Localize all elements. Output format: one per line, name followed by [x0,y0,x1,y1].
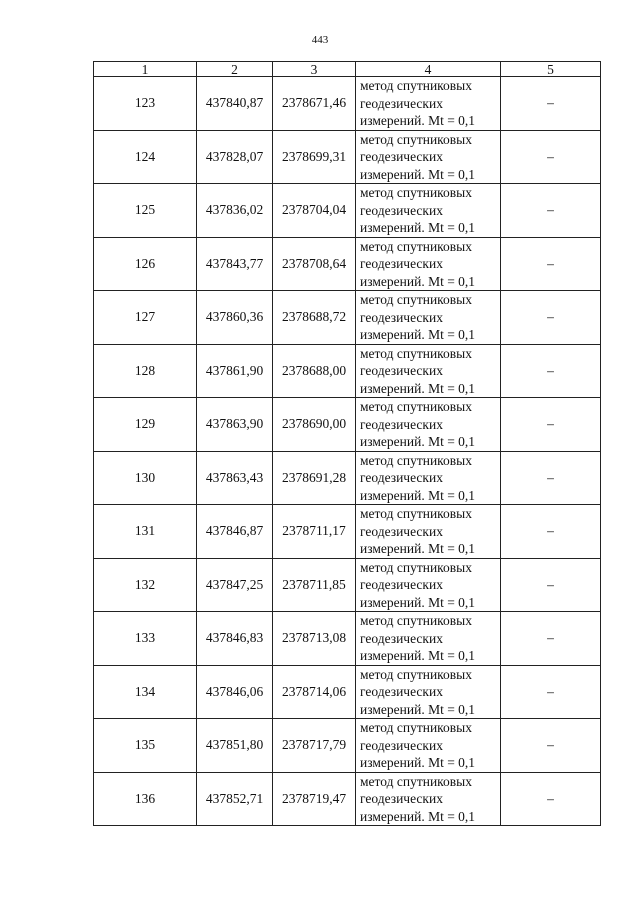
y-coordinate-cell: 2378708,64 [273,237,356,291]
note-cell: – [501,344,601,398]
method-line: измерений. Mt = 0,1 [360,273,476,289]
method-line: метод спутниковых [360,292,472,307]
method-line: геодезических [360,470,443,485]
note-cell: – [501,612,601,666]
y-coordinate-cell: 2378713,08 [273,612,356,666]
table-row [94,291,601,345]
x-coordinate-cell: 437863,43 [197,451,273,505]
table-row [94,344,601,398]
method-line: измерений. Mt = 0,1 [360,487,476,503]
method-line: измерений. Mt = 0,1 [360,594,476,610]
method-cell [356,237,501,291]
table-row [94,665,601,719]
method-line: геодезических [360,577,443,592]
note-cell: – [501,237,601,291]
note-cell: – [501,77,601,131]
y-coordinate-cell: 2378717,79 [273,719,356,773]
point-number-cell: 129 [94,398,197,452]
point-number-cell: 136 [94,772,197,826]
table-row [94,719,601,773]
table-row [94,237,601,291]
method-cell [356,558,501,612]
point-number-cell: 127 [94,291,197,345]
method-line: геодезических [360,416,443,432]
x-coordinate-cell: 437861,90 [197,344,273,398]
column-header-1: 1 [94,62,197,77]
method-line: метод спутниковых [360,131,472,147]
note-cell: – [501,291,601,345]
method-line: измерений. Mt = 0,1 [360,648,476,663]
method-line: геодезических [360,256,443,271]
method-cell [356,612,501,666]
x-coordinate-cell: 437846,06 [197,665,273,719]
method-line: измерений. Mt = 0,1 [360,755,476,770]
column-header-5: 5 [501,62,601,77]
method-cell [356,505,501,559]
method-line: геодезических [360,363,443,378]
method-line: геодезических [360,95,443,111]
table-row [94,398,601,452]
note-cell: – [501,558,601,612]
method-cell [356,344,501,398]
x-coordinate-cell: 437851,80 [197,719,273,773]
method-line: геодезических [360,630,443,646]
method-line: геодезических [360,684,443,699]
point-number-cell: 125 [94,184,197,238]
table-header-row [94,62,601,77]
x-coordinate-cell: 437840,87 [197,77,273,131]
point-number-cell: 132 [94,558,197,612]
table-body [94,77,601,826]
method-line: измерений. Mt = 0,1 [360,113,476,128]
table-row [94,130,601,184]
method-line: геодезических [360,202,443,218]
x-coordinate-cell: 437843,77 [197,237,273,291]
method-line: метод спутниковых [360,185,472,200]
y-coordinate-cell: 2378704,04 [273,184,356,238]
y-coordinate-cell: 2378690,00 [273,398,356,452]
method-line: метод спутниковых [360,559,472,575]
y-coordinate-cell: 2378688,00 [273,344,356,398]
x-coordinate-cell: 437846,83 [197,612,273,666]
method-line: метод спутниковых [360,506,472,521]
coordinates-table [93,61,601,826]
table-row [94,77,601,131]
point-number-cell: 126 [94,237,197,291]
note-cell: – [501,184,601,238]
x-coordinate-cell: 437828,07 [197,130,273,184]
x-coordinate-cell: 437860,36 [197,291,273,345]
point-number-cell: 134 [94,665,197,719]
method-line: метод спутниковых [360,666,472,682]
method-cell [356,77,501,131]
y-coordinate-cell: 2378688,72 [273,291,356,345]
method-line: метод спутниковых [360,773,472,789]
method-line: геодезических [360,791,443,806]
method-line: геодезических [360,737,443,753]
y-coordinate-cell: 2378711,17 [273,505,356,559]
note-cell: – [501,398,601,452]
note-cell: – [501,719,601,773]
method-cell [356,665,501,719]
method-line: метод спутниковых [360,613,472,628]
point-number-cell: 135 [94,719,197,773]
note-cell: – [501,505,601,559]
note-cell: – [501,451,601,505]
method-cell [356,772,501,826]
note-cell: – [501,665,601,719]
x-coordinate-cell: 437847,25 [197,558,273,612]
page-number: 443 [311,34,329,46]
y-coordinate-cell: 2378711,85 [273,558,356,612]
method-line: измерений. Mt = 0,1 [360,541,476,556]
y-coordinate-cell: 2378691,28 [273,451,356,505]
point-number-cell: 123 [94,77,197,131]
table-row [94,451,601,505]
x-coordinate-cell: 437836,02 [197,184,273,238]
y-coordinate-cell: 2378719,47 [273,772,356,826]
method-line: геодезических [360,309,443,325]
method-cell [356,398,501,452]
note-cell: – [501,772,601,826]
x-coordinate-cell: 437863,90 [197,398,273,452]
method-line: метод спутниковых [360,345,472,361]
point-number-cell: 131 [94,505,197,559]
method-line: геодезических [360,523,443,539]
y-coordinate-cell: 2378714,06 [273,665,356,719]
y-coordinate-cell: 2378671,46 [273,77,356,131]
method-cell [356,291,501,345]
table-row [94,184,601,238]
method-line: измерений. Mt = 0,1 [360,327,476,342]
table-row [94,612,601,666]
method-cell [356,130,501,184]
method-line: измерений. Mt = 0,1 [360,434,476,449]
point-number-cell: 128 [94,344,197,398]
column-header-2: 2 [197,62,273,77]
method-line: метод спутниковых [360,78,472,93]
method-line: измерений. Mt = 0,1 [360,166,476,182]
point-number-cell: 133 [94,612,197,666]
method-line: измерений. Mt = 0,1 [360,220,476,235]
column-header-3: 3 [273,62,356,77]
method-line: измерений. Mt = 0,1 [360,380,476,396]
method-line: метод спутниковых [360,399,472,414]
table-row [94,558,601,612]
table-row [94,772,601,826]
y-coordinate-cell: 2378699,31 [273,130,356,184]
table-row [94,505,601,559]
method-line: метод спутниковых [360,720,472,735]
x-coordinate-cell: 437852,71 [197,772,273,826]
method-line: измерений. Mt = 0,1 [360,701,476,717]
method-cell [356,451,501,505]
note-cell: – [501,130,601,184]
method-line: метод спутниковых [360,238,472,254]
method-line: измерений. Mt = 0,1 [360,808,476,824]
method-line: геодезических [360,149,443,164]
x-coordinate-cell: 437846,87 [197,505,273,559]
method-cell [356,184,501,238]
column-header-4: 4 [356,62,501,77]
point-number-cell: 124 [94,130,197,184]
method-line: метод спутниковых [360,452,472,468]
method-cell [356,719,501,773]
point-number-cell: 130 [94,451,197,505]
